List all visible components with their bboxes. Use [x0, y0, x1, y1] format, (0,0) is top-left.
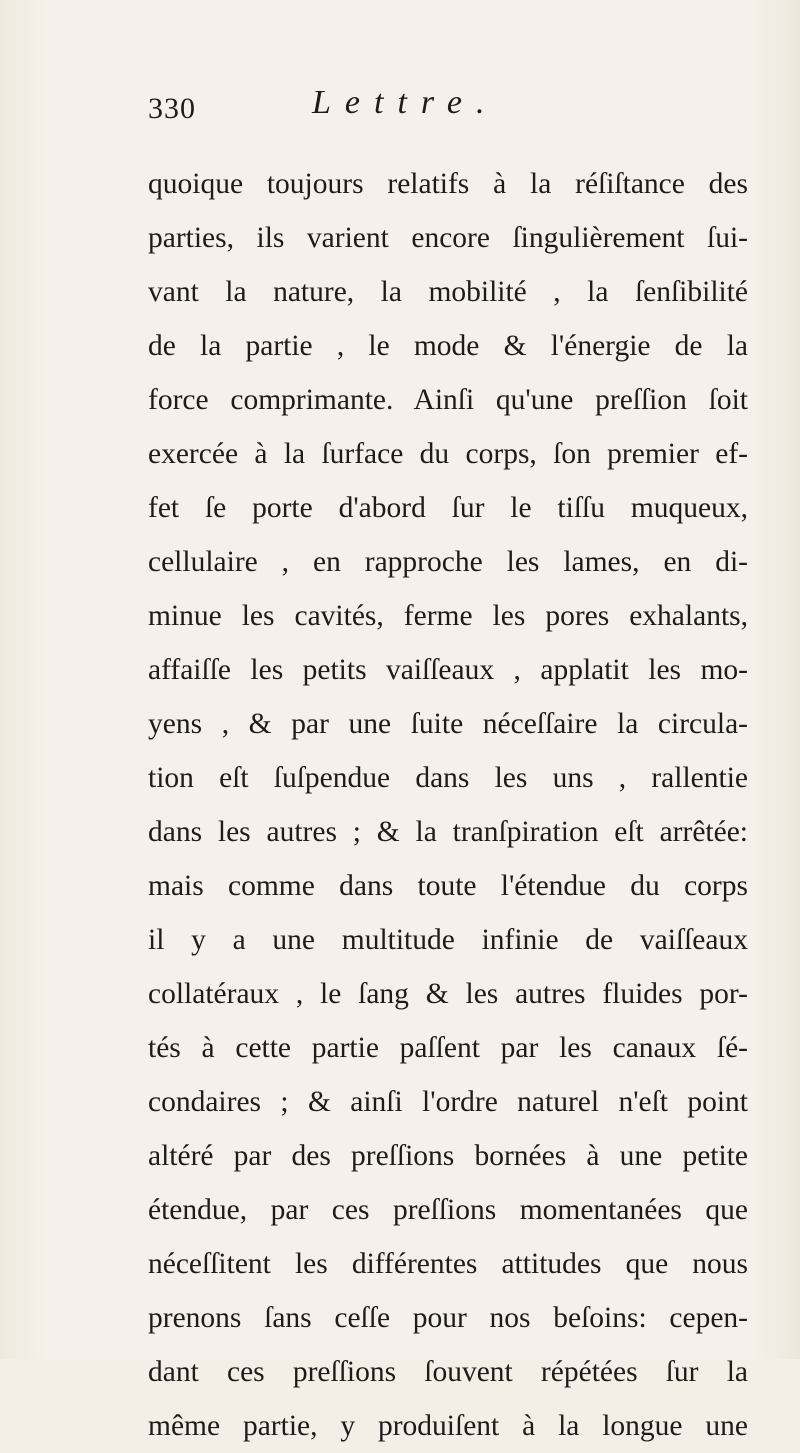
text-line: dans les autres ; & la tranſpiration eſt arrêtée:	[148, 816, 748, 848]
text-line: étendue, par ces preſſions momentanées que	[148, 1194, 748, 1226]
text-line: vant la nature, la mobilité , la ſenſibilité	[148, 276, 748, 308]
text-line: mais comme dans toute l'étendue du corps	[148, 870, 748, 902]
text-line: tés à cette partie paſſent par les canaux ſé-	[148, 1032, 748, 1064]
text-line: force comprimante. Ainſi qu'une preſſion ſoit	[148, 384, 748, 416]
text-line: condaires ; & ainſi l'ordre naturel n'eſt point	[148, 1086, 748, 1118]
page-header	[148, 78, 568, 128]
text-line: néceſſitent les différentes attitudes que nous	[148, 1248, 748, 1280]
page-number: 330	[148, 92, 196, 125]
text-line: minue les cavités, ferme les pores exhalants,	[148, 600, 748, 632]
text-line: même partie, y produiſent à la longue une	[148, 1410, 748, 1442]
text-line: collatéraux , le ſang & les autres fluides por-	[148, 978, 748, 1010]
text-line: quoique toujours relatifs à la réſiſtance des	[148, 168, 748, 200]
text-line: dant ces preſſions ſouvent répétées ſur la	[148, 1356, 748, 1388]
body-text	[148, 157, 748, 1453]
text-line: il y a une multitude infinie de vaiſſeaux	[148, 924, 748, 956]
text-line: altéré par des preſſions bornées à une petite	[148, 1140, 748, 1172]
text-line: fet ſe porte d'abord ſur le tiſſu muqueux,	[148, 492, 748, 524]
text-line: yens , & par une ſuite néceſſaire la circula-	[148, 708, 748, 740]
text-line: de la partie , le mode & l'énergie de la	[148, 330, 748, 362]
text-line: tion eſt ſuſpendue dans les uns , rallentie	[148, 762, 748, 794]
text-line: cellulaire , en rapproche les lames, en di-	[148, 546, 748, 578]
text-line: affaiſſe les petits vaiſſeaux , applatit les mo-	[148, 654, 748, 686]
text-line: prenons ſans ceſſe pour nos beſoins: cepen-	[148, 1302, 748, 1334]
text-line: parties, ils varient encore ſingulièrement ſui-	[148, 222, 748, 254]
running-head: Lettre.	[312, 84, 499, 121]
text-line: exercée à la ſurface du corps, ſon premier ef-	[148, 438, 748, 470]
